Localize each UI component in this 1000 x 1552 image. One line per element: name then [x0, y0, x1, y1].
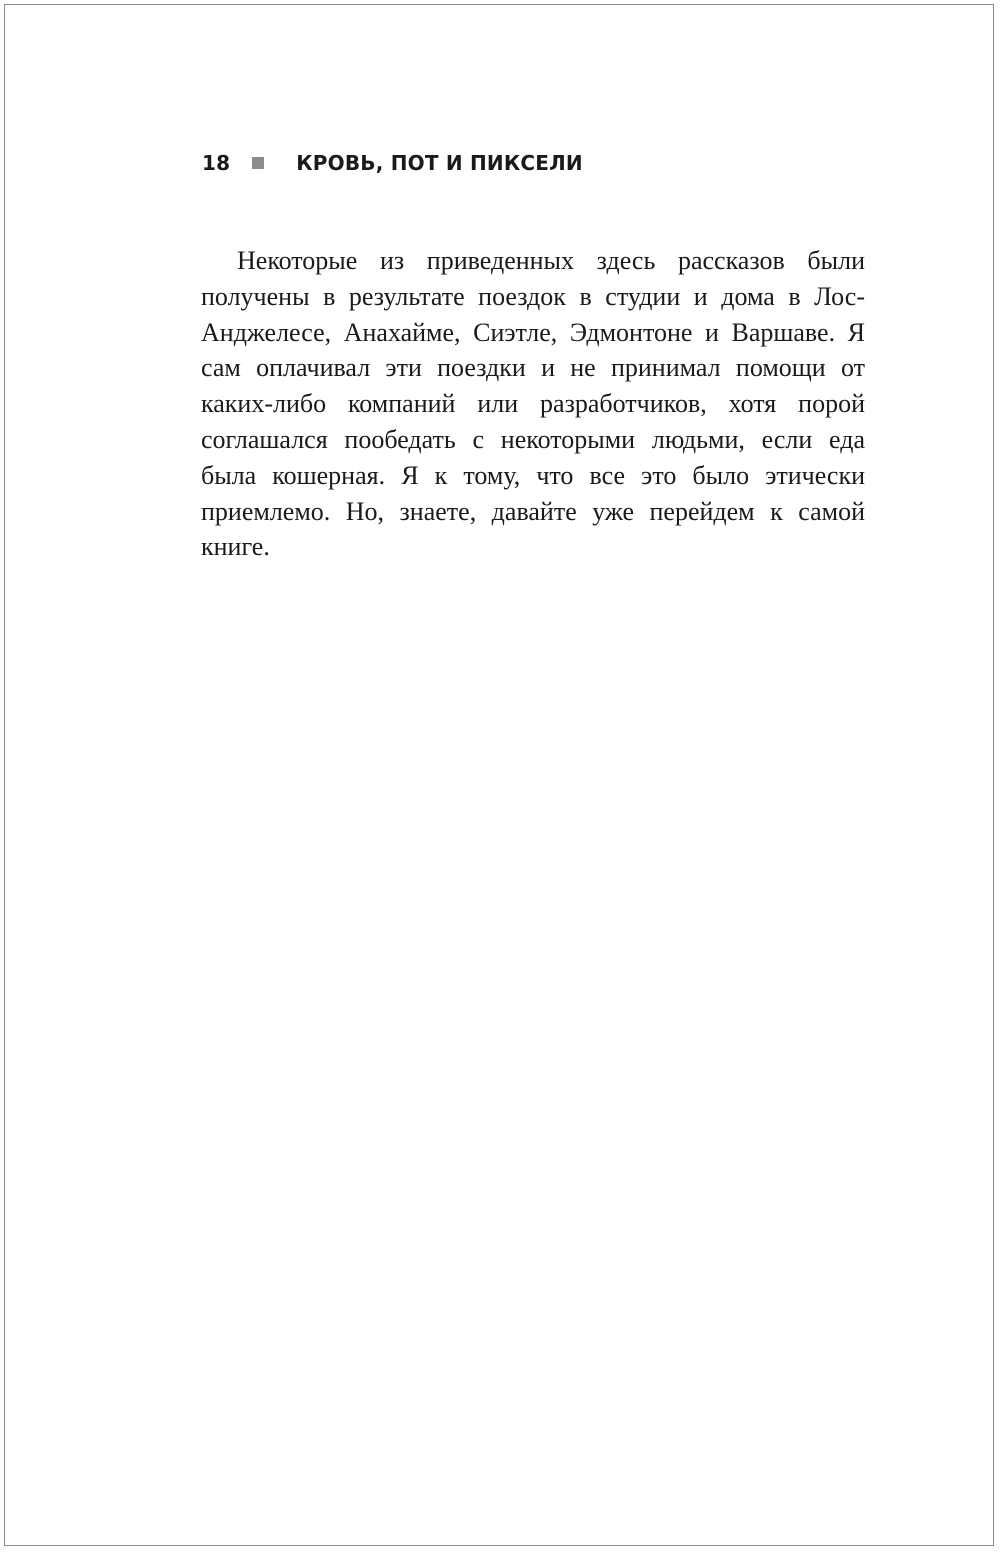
book-title: КРОВЬ, ПОТ И ПИКСЕЛИ — [296, 151, 583, 175]
book-page — [4, 4, 994, 1546]
running-head — [202, 150, 583, 176]
square-bullet-icon — [252, 157, 264, 169]
page-number: 18 — [202, 151, 231, 175]
body-paragraph: Некоторые из приведенных здесь рассказов были получены в результате поездок в студии и дома в Лос-Анджелесе, Анахайме, Сиэтле, Эдмонтоне и Варшаве. Я сам оплачивал эти поездки и не принимал помощи от каких-либо компаний или разработчиков, хотя порой соглашался пообедать с некоторыми людьми, если еда была кошерная. Я к тому, что все это было этически приемлемо. Но, знаете, давайте уже перейдем к самой книге. — [201, 246, 865, 562]
